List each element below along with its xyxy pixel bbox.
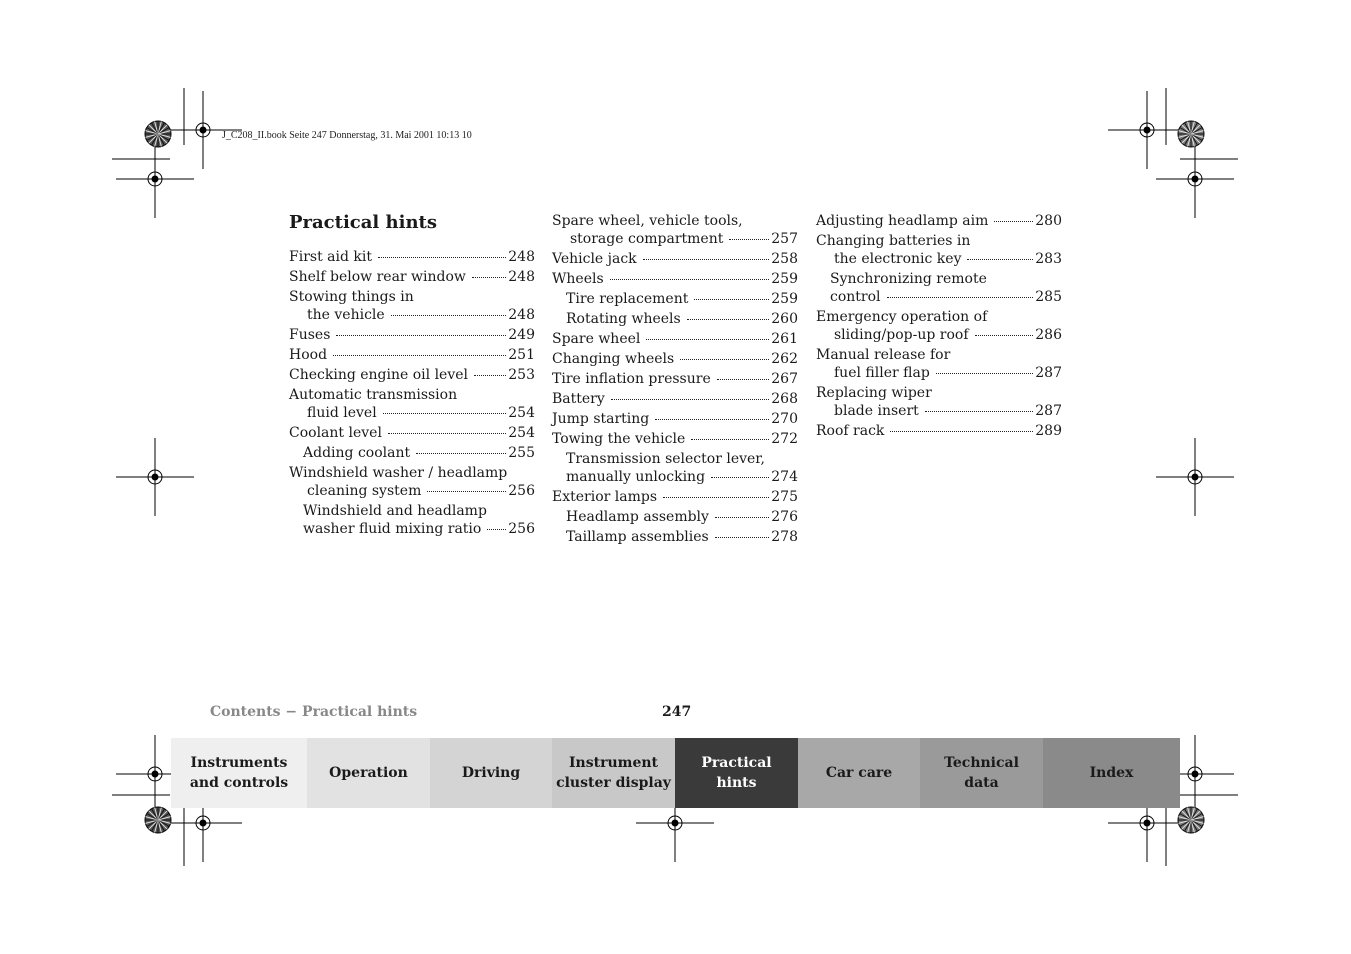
crosshair-mark <box>1156 140 1234 218</box>
dot-leader <box>333 354 506 356</box>
crosshair-mark <box>116 438 194 516</box>
page-number: 247 <box>662 704 692 720</box>
entry-page: 259 <box>771 291 798 307</box>
dot-leader <box>694 298 769 300</box>
entry-label: fluid level <box>307 405 377 421</box>
color-rosette-mark <box>145 121 171 147</box>
tab-label: Car care <box>825 765 893 781</box>
dot-leader <box>717 378 770 380</box>
dot-leader <box>378 256 506 258</box>
color-rosette-mark <box>1178 121 1204 147</box>
index-entry <box>289 366 535 384</box>
index-entry <box>816 346 1062 382</box>
index-entry <box>552 488 798 506</box>
index-entry <box>289 346 535 364</box>
dot-leader <box>643 258 770 260</box>
entry-page: 251 <box>508 347 535 363</box>
dot-leader <box>474 374 506 376</box>
tab-label: Instrument <box>569 755 658 771</box>
chapter-tab[interactable] <box>307 738 430 808</box>
entry-label: Fuses <box>289 327 331 343</box>
dot-leader <box>391 314 507 316</box>
entry-page: 283 <box>1035 251 1062 267</box>
entry-label: Changing wheels <box>552 351 675 367</box>
entry-page: 287 <box>1035 365 1062 381</box>
dot-leader <box>383 412 507 414</box>
entry-label: Headlamp assembly <box>566 509 709 525</box>
entry-label: First aid kit <box>289 249 372 265</box>
dot-leader <box>729 238 769 240</box>
entry-label: the vehicle <box>307 307 385 323</box>
entry-label: Tire inflation pressure <box>552 371 711 387</box>
index-column-2 <box>552 212 798 548</box>
tab-label: data <box>964 775 999 791</box>
entry-label: Synchronizing remote <box>830 271 987 287</box>
index-entry <box>552 390 798 408</box>
index-entry <box>289 248 535 266</box>
entry-label: Vehicle jack <box>552 251 637 267</box>
chapter-tab[interactable] <box>552 738 675 808</box>
entry-page: 249 <box>508 327 535 343</box>
print-file-info: J_C208_II.book Seite 247 Donnerstag, 31. Mai 2001 10:13 10 <box>222 130 472 141</box>
index-entry <box>552 330 798 348</box>
entry-label: Spare wheel, vehicle tools, <box>552 213 743 229</box>
entry-label: Jump starting <box>552 411 650 427</box>
index-entry <box>289 444 535 462</box>
crosshair-mark <box>1108 91 1186 169</box>
entry-label: Roof rack <box>816 423 885 439</box>
crosshair-mark <box>1156 438 1234 516</box>
index-entry <box>552 430 798 448</box>
entry-page: 248 <box>508 249 535 265</box>
dot-leader <box>427 490 506 492</box>
entry-page: 270 <box>771 411 798 427</box>
entry-page: 254 <box>508 405 535 421</box>
dot-leader <box>487 528 506 530</box>
entry-label: Shelf below rear window <box>289 269 466 285</box>
index-entry <box>552 250 798 268</box>
section-title: Practical hints <box>289 212 437 233</box>
dot-leader <box>687 318 770 320</box>
index-entry <box>552 212 798 248</box>
chapter-tab[interactable] <box>430 738 552 808</box>
index-entry <box>816 384 1062 420</box>
entry-page: 258 <box>771 251 798 267</box>
dot-leader <box>887 296 1034 298</box>
entry-label: Spare wheel <box>552 331 641 347</box>
dot-leader <box>936 372 1033 374</box>
index-entry <box>289 464 535 500</box>
dot-leader <box>655 418 769 420</box>
entry-label: control <box>830 289 881 305</box>
index-entry <box>552 410 798 428</box>
tab-label: Index <box>1089 765 1134 781</box>
entry-label: Adjusting headlamp aim <box>816 213 989 229</box>
chapter-tab[interactable] <box>798 738 920 808</box>
entry-label: the electronic key <box>834 251 962 267</box>
index-entry <box>552 508 798 526</box>
dot-leader <box>336 334 506 336</box>
entry-page: 278 <box>771 529 798 545</box>
entry-page: 272 <box>771 431 798 447</box>
color-rosette-mark <box>145 807 171 833</box>
entry-label: Stowing things in <box>289 289 414 305</box>
entry-label: sliding/pop-up roof <box>834 327 969 343</box>
index-entry <box>289 268 535 286</box>
index-entry <box>289 326 535 344</box>
index-entry <box>816 232 1062 268</box>
dot-leader <box>611 398 769 400</box>
entry-page: 248 <box>508 269 535 285</box>
entry-label: Coolant level <box>289 425 382 441</box>
entry-page: 248 <box>508 307 535 323</box>
index-entry <box>816 422 1062 440</box>
dot-leader <box>680 358 769 360</box>
entry-label: Emergency operation of <box>816 309 988 325</box>
entry-label: Adding coolant <box>303 445 411 461</box>
chapter-tab[interactable] <box>171 738 307 808</box>
tab-label: Practical hints <box>701 755 772 791</box>
entry-page: 280 <box>1035 213 1062 229</box>
entry-label: Battery <box>552 391 605 407</box>
index-entry <box>552 290 798 308</box>
footer-section-title: Contents − Practical hints <box>210 704 418 720</box>
index-column-1 <box>289 212 535 540</box>
entry-page: 289 <box>1035 423 1062 439</box>
entry-page: 276 <box>771 509 798 525</box>
tab-label: cluster display <box>556 775 671 791</box>
dot-leader <box>711 476 769 478</box>
entry-label: Hood <box>289 347 328 363</box>
entry-label: fuel filler flap <box>834 365 930 381</box>
entry-label: cleaning system <box>307 483 422 499</box>
chapter-tab-active[interactable] <box>675 738 798 808</box>
dot-leader <box>610 278 770 280</box>
entry-page: 267 <box>771 371 798 387</box>
entry-page: 260 <box>771 311 798 327</box>
index-entry <box>816 212 1062 230</box>
index-entry <box>289 502 535 538</box>
entry-page: 255 <box>508 445 535 461</box>
tab-label: Operation <box>329 765 408 781</box>
entry-label: Changing batteries in <box>816 233 971 249</box>
index-entry <box>289 424 535 442</box>
dot-leader <box>472 276 506 278</box>
index-entry <box>552 310 798 328</box>
tab-label: Driving <box>461 765 521 781</box>
tab-label: Technical <box>944 755 1019 771</box>
entry-page: 285 <box>1035 289 1062 305</box>
index-entry <box>552 450 798 486</box>
entry-label: Towing the vehicle <box>552 431 686 447</box>
entry-page: 254 <box>508 425 535 441</box>
entry-page: 259 <box>771 271 798 287</box>
chapter-tab[interactable] <box>920 738 1043 808</box>
tab-label: Instruments <box>190 755 288 771</box>
dot-leader <box>691 438 769 440</box>
entry-label: manually unlocking <box>566 469 706 485</box>
entry-label: Checking engine oil level <box>289 367 469 383</box>
index-entry <box>552 270 798 288</box>
dot-leader <box>967 258 1033 260</box>
dot-leader <box>890 430 1033 432</box>
tab-label: and controls <box>189 775 289 791</box>
entry-page: 262 <box>771 351 798 367</box>
entry-page: 261 <box>771 331 798 347</box>
entry-page: 268 <box>771 391 798 407</box>
dot-leader <box>925 410 1034 412</box>
entry-label: Windshield washer / headlamp <box>289 465 508 481</box>
entry-label: Automatic transmission <box>289 387 458 403</box>
entry-label: Wheels <box>552 271 604 287</box>
entry-page: 256 <box>508 521 535 537</box>
entry-label: Tire replacement <box>566 291 689 307</box>
dot-leader <box>663 496 769 498</box>
entry-label: blade insert <box>834 403 919 419</box>
entry-label: Transmission selector lever, <box>566 451 765 467</box>
index-entry <box>816 270 1062 306</box>
entry-page: 253 <box>508 367 535 383</box>
dot-leader <box>388 432 506 434</box>
entry-label: Windshield and headlamp <box>303 503 487 519</box>
entry-page: 287 <box>1035 403 1062 419</box>
index-entry <box>289 386 535 422</box>
entry-label: washer fluid mixing ratio <box>303 521 482 537</box>
crosshair-mark <box>116 140 194 218</box>
entry-label: Manual release for <box>816 347 951 363</box>
entry-label: storage compartment <box>570 231 724 247</box>
index-entry <box>289 288 535 324</box>
entry-page: 275 <box>771 489 798 505</box>
dot-leader <box>416 452 506 454</box>
entry-page: 274 <box>771 469 798 485</box>
index-entry <box>552 350 798 368</box>
chapter-tab-bar <box>171 738 1180 808</box>
entry-label: Replacing wiper <box>816 385 932 401</box>
index-entry <box>552 528 798 546</box>
entry-page: 256 <box>508 483 535 499</box>
chapter-tab[interactable] <box>1043 738 1180 808</box>
entry-label: Taillamp assemblies <box>566 529 709 545</box>
dot-leader <box>975 334 1034 336</box>
dot-leader <box>715 536 770 538</box>
dot-leader <box>646 338 769 340</box>
index-column-3 <box>816 212 1062 442</box>
entry-page: 257 <box>771 231 798 247</box>
entry-label: Rotating wheels <box>566 311 681 327</box>
color-rosette-mark <box>1178 807 1204 833</box>
dot-leader <box>715 516 769 518</box>
index-entry <box>816 308 1062 344</box>
dot-leader <box>994 220 1033 222</box>
index-entry <box>552 370 798 388</box>
entry-page: 286 <box>1035 327 1062 343</box>
entry-label: Exterior lamps <box>552 489 658 505</box>
